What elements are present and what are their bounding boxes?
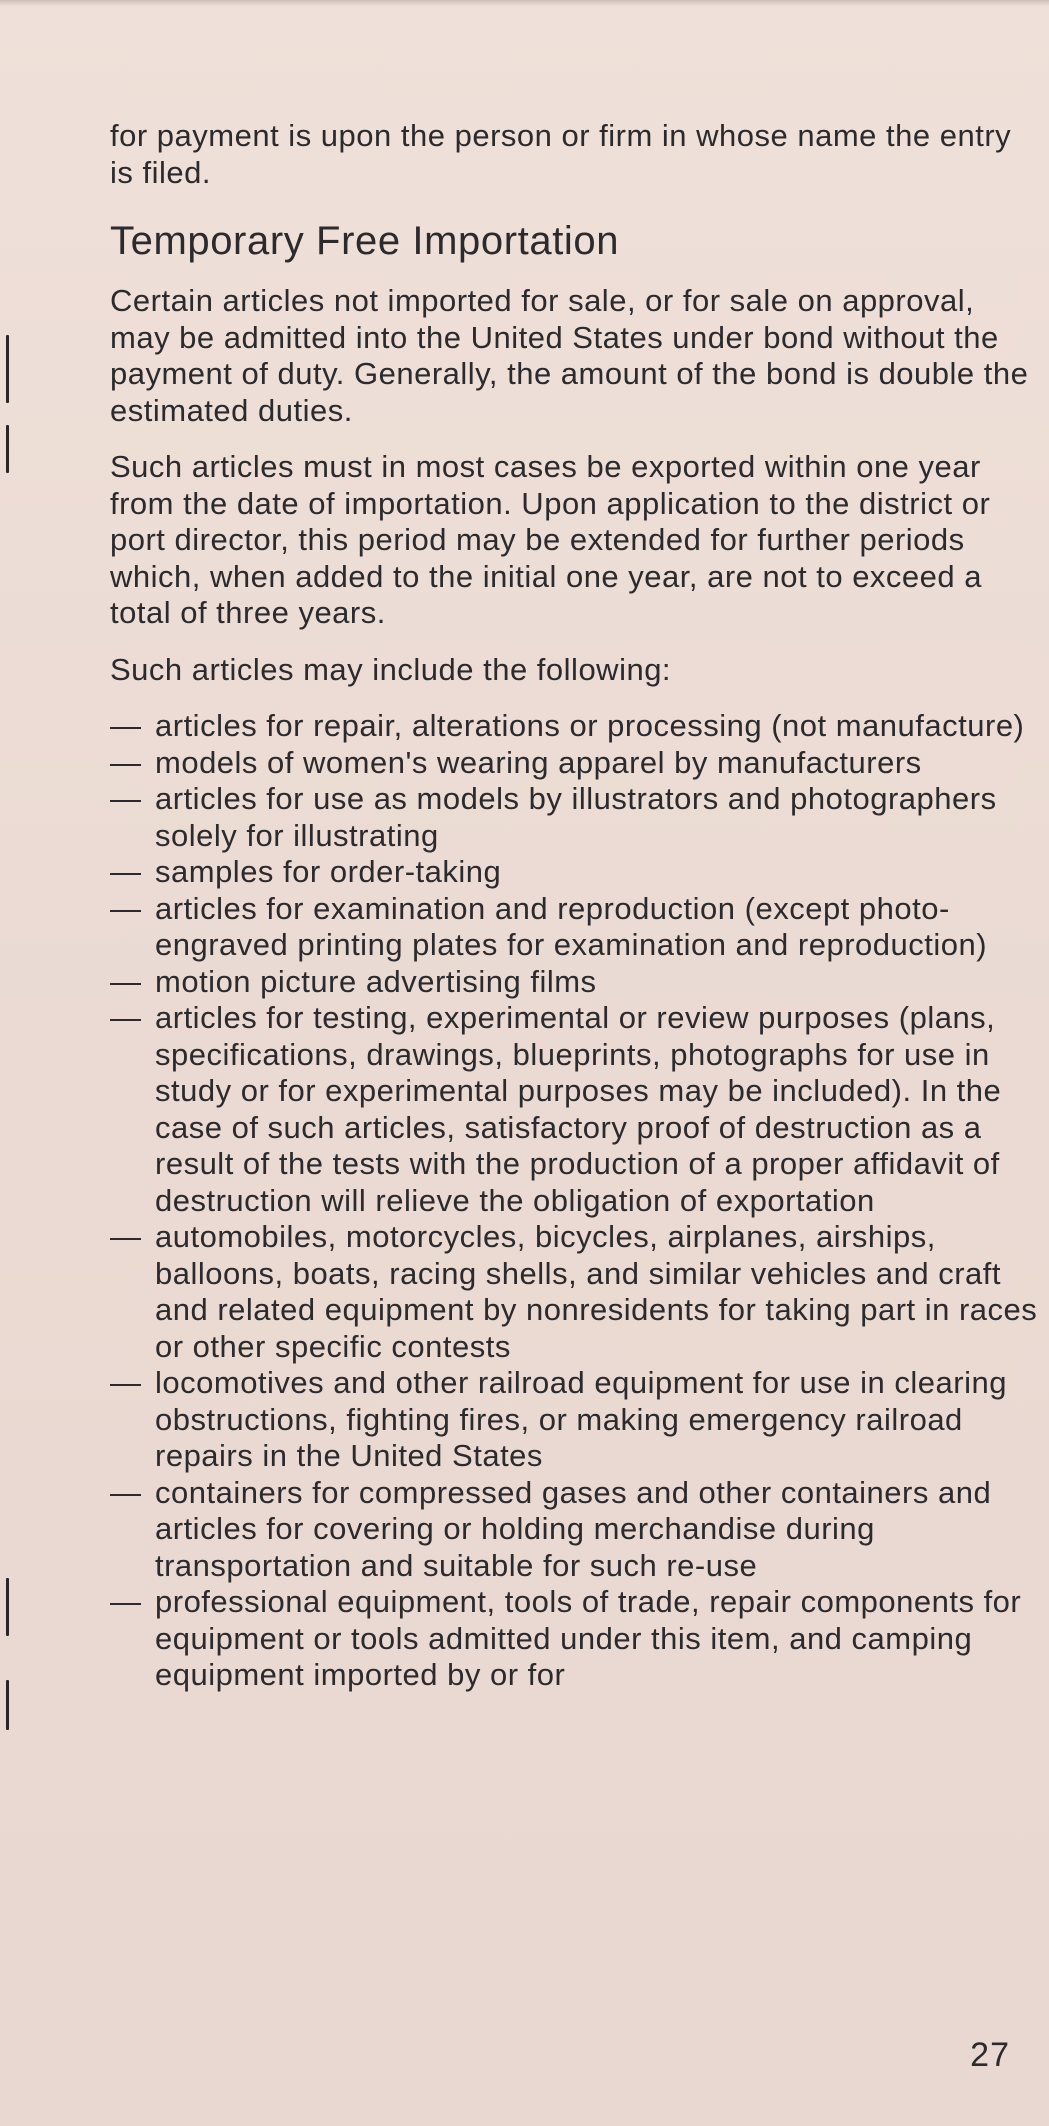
section-heading: Temporary Free Importation [110, 219, 620, 263]
list-item: — motion picture advertising films [110, 964, 1040, 1001]
page-top-edge [0, 0, 1049, 6]
paragraph: Such articles must in most cases be exported within one year from the date of importation. Upon application to the district or port director, this period may be extended for further periods which, when added to the initial one year, are not to exceed a total of three years. [110, 449, 991, 630]
list-item: — automobiles, motorcycles, bicycles, airplanes, airships, balloons, boats, racing shells, and similar vehicles and craft and related equipment by nonresidents for taking part in races or other specific contests [110, 1219, 1040, 1365]
page-content [110, 118, 1040, 1694]
margin-mark [6, 425, 9, 473]
intro-paragraph: for payment is upon the person or firm in whose name the entry is filed. [110, 118, 1012, 190]
margin-mark [6, 1680, 9, 1730]
paragraph: Certain articles not imported for sale, or for sale on approval, may be admitted into the United States under bond without the payment of duty. Generally, the amount of the bond is double the estimated duties. [110, 283, 1029, 428]
list-item: — articles for repair, alterations or processing (not manufacture) [110, 708, 1040, 745]
list-item: — models of women's wearing apparel by manufacturers [110, 745, 1040, 782]
page-number: 27 [970, 2036, 1010, 2074]
margin-mark [6, 335, 9, 403]
list-item: — containers for compressed gases and other containers and articles for covering or holding merchandise during transportation and suitable for such re-use [110, 1475, 1040, 1585]
list-item: — professional equipment, tools of trade, repair components for equipment or tools admitted under this item, and camping equipment imported by or for [110, 1584, 1040, 1694]
margin-mark [6, 1578, 9, 1636]
list-item: — articles for use as models by illustrators and photographers solely for illustrating [110, 781, 1040, 854]
list-item: — locomotives and other railroad equipment for use in clearing obstructions, fighting fires, or making emergency railroad repairs in the United States [110, 1365, 1040, 1475]
list-item: — articles for testing, experimental or review purposes (plans, specifications, drawings, blueprints, photographs for use in study or for experimental purposes may be included). In the case of such articles, satisfactory proof of destruction as a result of the tests with the production of a proper affidavit of destruction will relieve the obligation of exportation [110, 1000, 1040, 1219]
list-item: — samples for order-taking [110, 854, 1040, 891]
list-item: — articles for examination and reproduction (except photo-engraved printing plates for examination and reproduction) [110, 891, 1040, 964]
paragraph: Such articles may include the following: [110, 651, 672, 687]
articles-list [110, 708, 1040, 1694]
